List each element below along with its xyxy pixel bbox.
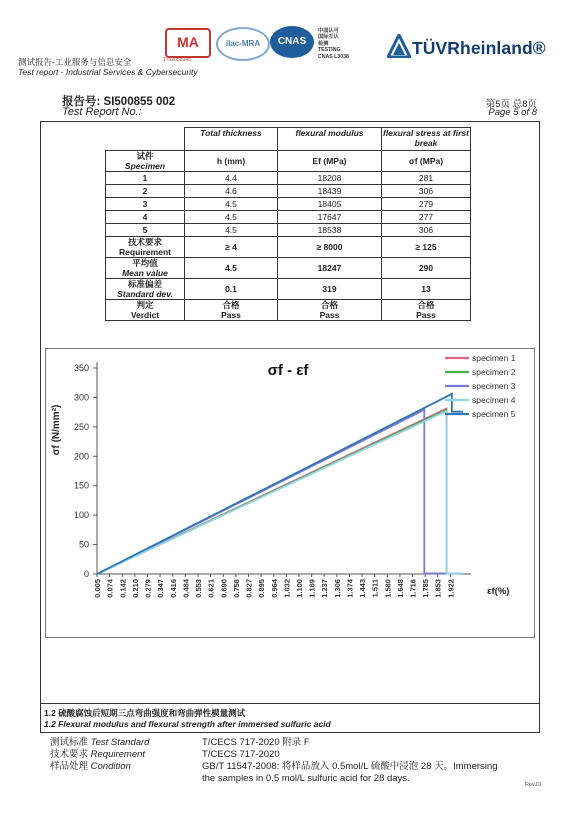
verdict-label: 判定 Verdict — [106, 300, 185, 321]
table-cell: 18247 — [278, 258, 382, 279]
x-tick-label: 0.690 — [219, 579, 229, 598]
x-tick-label: 0.074 — [105, 579, 115, 598]
series-line — [97, 394, 463, 574]
section-title-cn: 1.2 硫酸腐蚀后短期三点弯曲强度和弯曲弹性模量测试 — [44, 708, 246, 718]
x-tick-label: 0.758 — [231, 579, 241, 598]
verdict-cell: 合格 Pass — [278, 300, 382, 321]
table-row — [106, 211, 471, 224]
table-cell: 0.1 — [185, 279, 278, 300]
page-indicator-en: Page 5 of 8 — [488, 107, 537, 118]
ilac-mra-logo: ilac-MRA — [216, 27, 270, 61]
table-cell: 3 — [106, 198, 185, 211]
standard-dev-row — [106, 279, 471, 300]
condition-label: 技术要求 Requirement — [50, 749, 146, 760]
legend-label: specimen 2 — [472, 367, 516, 377]
x-tick-label: 0.895 — [257, 579, 267, 598]
x-axis-label: εf(%) — [487, 586, 510, 597]
x-tick-label: 1.853 — [433, 579, 443, 598]
cnas-logo: CNAS — [270, 26, 314, 58]
page-indicator-cn: 第5页 总8页 — [485, 99, 537, 110]
specimen-label: 试件 Specimen — [106, 151, 185, 172]
table-cell: 281 — [382, 172, 471, 185]
table-cell: 18439 — [278, 185, 382, 198]
x-tick-label: 0.142 — [118, 579, 128, 598]
x-tick-label: 0.416 — [168, 579, 178, 598]
cma-logo-number: 1702052045 — [163, 57, 191, 63]
table-cell: 4 — [106, 211, 185, 224]
table-cell: 279 — [382, 198, 471, 211]
table-row — [106, 172, 471, 185]
table-cell: 5 — [106, 224, 185, 237]
report-type-en: Test report - Industrial Services & Cybersecurity — [18, 67, 198, 77]
tuv-rheinland-logo: TÜVRheinland® — [412, 38, 546, 58]
report-type-cn: 测试报告-工业服务与信息安全 — [18, 57, 132, 67]
x-tick-label: 0.964 — [269, 579, 279, 598]
revision-label: Rev.01 — [524, 782, 542, 788]
x-tick-label: 1.237 — [320, 579, 330, 598]
cnas-accreditation-text: 中国认可 国际互认 检测 TESTING CNAS L3038 — [318, 28, 349, 60]
table-cell: 306 — [382, 224, 471, 237]
x-tick-label: 1.100 — [294, 579, 304, 598]
y-tick-label: 50 — [78, 539, 89, 550]
table-row — [106, 185, 471, 198]
report-number-value: SI500855 002 — [103, 96, 176, 108]
cma-logo: MA — [165, 28, 211, 58]
table-cell: 290 — [382, 258, 471, 279]
condition-value: T/CECS 717-2020 附录 F — [202, 737, 310, 748]
unit-cell: Ef (MPa) — [278, 151, 382, 172]
x-tick-label: 1.716 — [408, 579, 418, 598]
table-header-cell: flexural modulus — [278, 128, 382, 151]
verdict-row — [106, 300, 471, 321]
condition-label: 测试标准 Test Standard — [50, 737, 150, 748]
series-line — [97, 411, 463, 574]
tuv-triangle-icon — [387, 34, 411, 58]
table-cell: 277 — [382, 211, 471, 224]
y-tick-label: 200 — [73, 451, 89, 462]
y-tick-label: 300 — [73, 392, 89, 403]
x-tick-label: 1.032 — [282, 579, 292, 598]
x-tick-label: 0.484 — [181, 579, 191, 598]
condition-value: GB/T 11547-2008: 将样品放入 0.5mol/L 硫酸中浸泡 28 天。Immersing — [202, 761, 498, 772]
legend-label: specimen 1 — [472, 353, 516, 363]
results-table — [105, 127, 471, 321]
report-number-label-en: Test Report No.: — [62, 106, 142, 118]
x-tick-label: 1.374 — [345, 579, 355, 598]
table-header-cell: Total thickness — [185, 128, 278, 151]
x-tick-label: 0.005 — [93, 579, 102, 598]
table-cell: 17647 — [278, 211, 382, 224]
section-divider — [41, 703, 539, 704]
table-cell: 4.6 — [185, 185, 278, 198]
mean-value-label: 平均值 Mean value — [106, 258, 185, 279]
x-tick-label: 0.347 — [156, 579, 166, 598]
legend-label: specimen 4 — [472, 395, 516, 405]
table-row — [106, 198, 471, 211]
table-cell: 18208 — [278, 172, 382, 185]
x-tick-label: 1.443 — [358, 579, 368, 598]
y-tick-label: 350 — [73, 363, 89, 373]
table-header-cell — [106, 128, 185, 151]
table-cell: 4.5 — [185, 211, 278, 224]
verdict-cell: 合格 Pass — [382, 300, 471, 321]
unit-cell: σf (MPa) — [382, 151, 471, 172]
y-tick-label: 0 — [83, 569, 89, 579]
table-header-cell: flexural stress at first break — [382, 128, 471, 151]
legend-label: specimen 5 — [472, 409, 516, 419]
condition-value-continued: the samples in 0.5 mol/L sulfuric acid for 28 days. — [202, 773, 410, 784]
y-tick-label: 100 — [73, 510, 89, 521]
requirement-label: 技术要求 Requirement — [106, 237, 185, 258]
table-cell: 18405 — [278, 198, 382, 211]
x-tick-label: 1.922 — [446, 579, 456, 598]
x-tick-label: 1.648 — [395, 579, 405, 598]
x-tick-label: 0.553 — [194, 579, 204, 598]
table-cell: 18538 — [278, 224, 382, 237]
unit-cell: h (mm) — [185, 151, 278, 172]
table-cell: 2 — [106, 185, 185, 198]
table-cell: 13 — [382, 279, 471, 300]
table-cell: 4.5 — [185, 224, 278, 237]
x-tick-label: 1.306 — [332, 579, 342, 598]
table-unit-row — [106, 151, 471, 172]
table-cell: 319 — [278, 279, 382, 300]
table-cell: 1 — [106, 172, 185, 185]
table-cell: 306 — [382, 185, 471, 198]
table-cell: 4.4 — [185, 172, 278, 185]
table-cell: ≥ 4 — [185, 237, 278, 258]
table-header-row — [106, 128, 471, 151]
mean-value-row — [106, 258, 471, 279]
table-cell: ≥ 125 — [382, 237, 471, 258]
table-cell: 4.5 — [185, 258, 278, 279]
standard-dev-label: 标准偏差 Standard dev. — [106, 279, 185, 300]
y-tick-label: 150 — [73, 480, 89, 491]
requirement-row — [106, 237, 471, 258]
x-tick-label: 0.621 — [206, 579, 216, 598]
table-row — [106, 224, 471, 237]
y-axis-label: σf (N/mm²) — [51, 404, 62, 456]
report-number-label: 报告号: — [62, 96, 101, 108]
table-cell: 4.5 — [185, 198, 278, 211]
x-tick-label: 0.827 — [244, 579, 254, 598]
condition-value: T/CECS 717-2020 — [202, 749, 280, 760]
y-tick-label: 250 — [73, 421, 89, 432]
stress-strain-chart — [45, 348, 535, 638]
section-title-en: 1.2 Flexural modulus and flexural strength after immersed sulfuric acid — [44, 719, 331, 729]
table-cell: ≥ 8000 — [278, 237, 382, 258]
verdict-cell: 合格 Pass — [185, 300, 278, 321]
x-tick-label: 1.785 — [421, 579, 431, 598]
condition-label: 样品处理 Condition — [50, 761, 131, 772]
x-tick-label: 0.210 — [130, 579, 140, 598]
x-tick-label: 1.511 — [370, 579, 380, 598]
x-tick-label: 1.169 — [307, 579, 317, 598]
legend-label: specimen 3 — [472, 381, 516, 391]
chart-title: σf - εf — [267, 362, 309, 379]
x-tick-label: 0.279 — [143, 579, 153, 598]
x-tick-label: 1.580 — [383, 579, 393, 598]
